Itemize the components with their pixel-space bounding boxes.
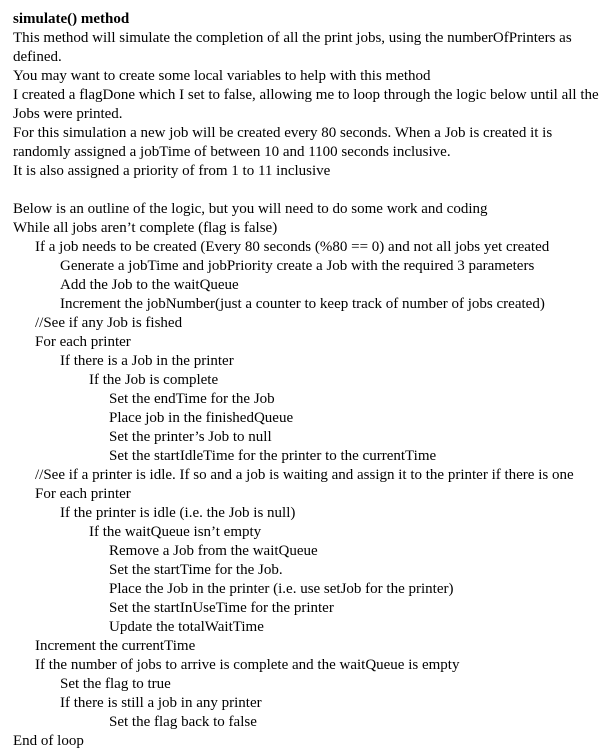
intro-line: This method will simulate the completion of all the print jobs, using the numberOfPrinters as [13,30,572,46]
outline-step: End of loop [13,733,84,749]
outline-step: While all jobs aren’t complete (flag is false) [13,220,278,236]
outline-step: Place the Job in the printer (i.e. use setJob for the printer) [109,581,454,597]
logic-outline [13,219,591,751]
blank-line [13,181,591,200]
outline-step: For each printer [35,486,131,502]
intro-paragraph [13,29,599,181]
outline-step: Generate a jobTime and jobPriority create a Job with the required 3 parameters [60,258,535,274]
outline-step: Set the flag back to false [109,714,257,730]
intro-line: For this simulation a new job will be created every 80 seconds. When a Job is created it is [13,125,553,141]
outline-step: Add the Job to the waitQueue [60,277,239,293]
outline-step: Set the startTime for the Job. [109,562,283,578]
outline-step: Set the endTime for the Job [109,391,275,407]
outline-step: Place job in the finishedQueue [109,410,294,426]
outline-comment: //See if a printer is idle. If so and a job is waiting and assign it to the printer if there is one [35,467,574,483]
outline-step: If a job needs to be created (Every 80 seconds (%80 == 0) and not all jobs yet created [35,239,550,255]
outline-step: Remove a Job from the waitQueue [109,543,318,559]
intro-line: It is also assigned a priority of from 1 to 11 inclusive [13,163,331,179]
outline-step: If the number of jobs to arrive is complete and the waitQueue is empty [35,657,460,673]
outline-step: Set the startInUseTime for the printer [109,600,334,616]
outline-step: If the waitQueue isn’t empty [89,524,262,540]
outline-step: Update the totalWaitTime [109,619,264,635]
outline-step: If there is a Job in the printer [60,353,234,369]
intro-line: defined. [13,49,62,65]
outline-step: If the Job is complete [89,372,219,388]
section-title: simulate() method [13,11,130,27]
outline-step: Set the printer’s Job to null [109,429,272,445]
intro-line: I created a flagDone which I set to false, allowing me to loop through the logic below until all the [13,87,599,103]
intro-line: randomly assigned a jobTime of between 10 and 1100 seconds inclusive. [13,144,451,160]
outline-comment: //See if any Job is fished [35,315,183,331]
outline-step: For each printer [35,334,131,350]
intro-line: You may want to create some local variables to help with this method [13,68,431,84]
outline-step: If there is still a job in any printer [60,695,262,711]
outline-step: Increment the jobNumber(just a counter to keep track of number of jobs created) [60,296,545,312]
outline-intro: Below is an outline of the logic, but you will need to do some work and coding [13,201,488,217]
outline-step: Increment the currentTime [35,638,196,654]
outline-step: If the printer is idle (i.e. the Job is null) [60,505,296,521]
outline-step: Set the flag to true [60,676,171,692]
outline-step: Set the startIdleTime for the printer to the currentTime [109,448,437,464]
intro-line: Jobs were printed. [13,106,123,122]
